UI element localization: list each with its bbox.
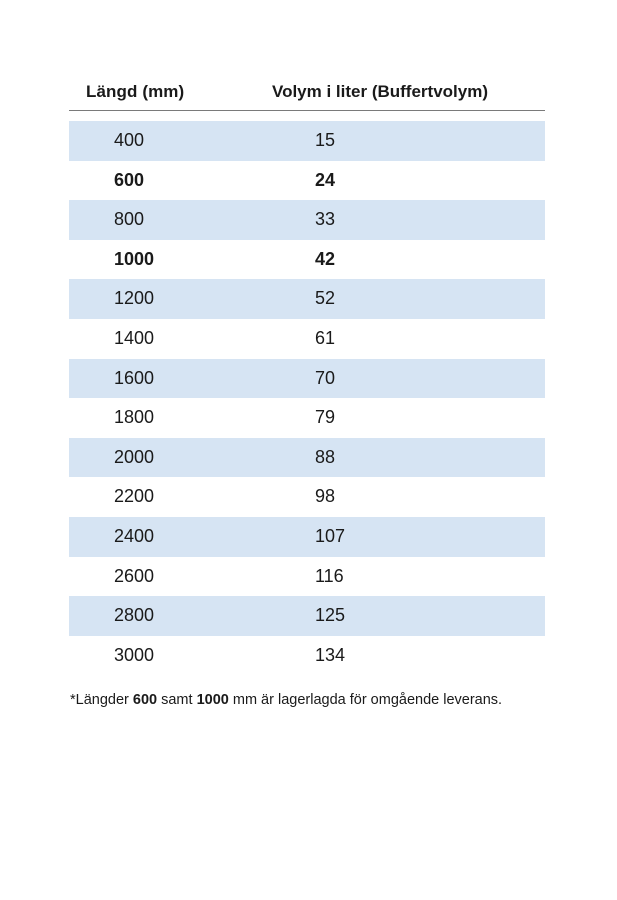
cell-length: 1400	[114, 327, 155, 348]
table-row	[69, 596, 545, 636]
cell-length: 2000	[114, 446, 155, 467]
cell-volume: 79	[315, 407, 336, 428]
cell-length: 1800	[114, 407, 155, 428]
table-row	[69, 359, 545, 399]
cell-volume: 42	[315, 248, 336, 269]
cell-volume: 61	[315, 327, 336, 348]
cell-length: 2200	[114, 486, 155, 507]
footnote	[70, 692, 502, 708]
cell-length: 3000	[114, 644, 155, 665]
cell-volume: 15	[315, 130, 336, 150]
cell-volume: 98	[315, 486, 336, 507]
table-header	[69, 74, 545, 111]
table-row	[69, 398, 545, 438]
table-row	[69, 200, 545, 240]
table-row	[69, 477, 545, 517]
cell-length: 1200	[114, 288, 155, 309]
table-row	[69, 240, 545, 280]
cell-volume: 70	[315, 367, 336, 388]
table-row	[69, 279, 545, 319]
cell-volume: 116	[315, 565, 344, 586]
cell-volume: 88	[315, 446, 336, 467]
cell-volume: 52	[315, 288, 336, 309]
footnote-text-3: mm är lagerlagda för omgående leverans.	[228, 692, 503, 708]
volume-table	[69, 74, 545, 675]
cell-volume: 125	[315, 605, 346, 626]
cell-volume: 107	[315, 525, 346, 546]
table-row	[69, 121, 545, 161]
table-row	[69, 161, 545, 201]
cell-volume: 134	[315, 644, 346, 665]
table-body	[69, 121, 545, 675]
cell-length: 400	[114, 130, 145, 150]
header-length: Längd (mm)	[86, 82, 185, 101]
footnote-bold-1000: 1000	[196, 692, 229, 708]
cell-length: 2400	[114, 525, 155, 546]
cell-length: 800	[114, 209, 145, 230]
cell-volume: 33	[315, 209, 336, 230]
cell-length: 1000	[114, 248, 155, 269]
cell-length: 600	[114, 169, 145, 190]
footnote-text-1: *Längder	[70, 692, 133, 708]
footnote-text-2: samt	[157, 692, 197, 708]
footnote-bold-600: 600	[132, 692, 158, 708]
table-row	[69, 517, 545, 557]
cell-volume: 24	[315, 169, 336, 190]
table-row	[69, 557, 545, 597]
table-row	[69, 636, 545, 676]
cell-length: 2600	[114, 565, 155, 586]
cell-length: 2800	[114, 605, 155, 626]
header-volume: Volym i liter (Buffertvolym)	[272, 82, 488, 101]
cell-length: 1600	[114, 367, 155, 388]
table-row	[69, 319, 545, 359]
table-row	[69, 438, 545, 478]
